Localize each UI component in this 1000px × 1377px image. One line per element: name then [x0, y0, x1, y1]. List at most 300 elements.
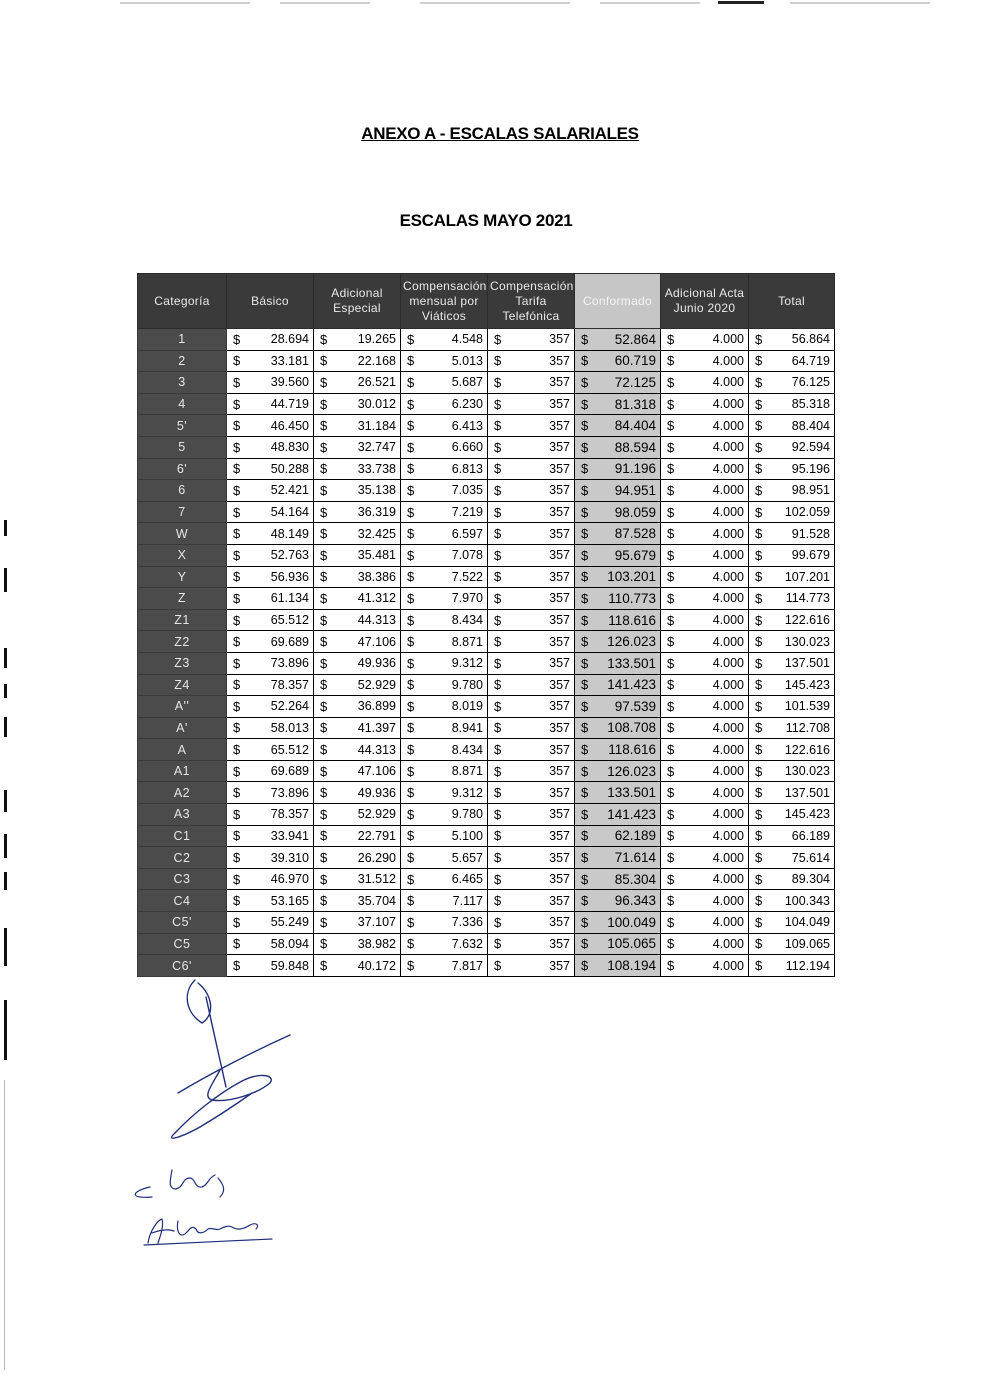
cell-value: 357 — [549, 893, 570, 908]
table-row — [138, 933, 835, 955]
cell-adicional-especial — [314, 631, 401, 653]
currency-symbol: $ — [320, 828, 328, 844]
cell-tarifa-telefonica — [488, 760, 575, 782]
cell-value: 357 — [549, 548, 570, 563]
table-row — [138, 760, 835, 782]
cell-categoria: A' — [138, 717, 227, 739]
cell-value: 4.000 — [712, 785, 744, 800]
currency-symbol: $ — [581, 958, 589, 974]
cell-conformado — [575, 609, 661, 631]
table-row — [138, 350, 835, 372]
cell-value: 32.425 — [357, 526, 396, 541]
table-row — [138, 480, 835, 502]
currency-symbol: $ — [233, 806, 241, 822]
cell-value: 49.936 — [357, 785, 396, 800]
currency-symbol: $ — [755, 742, 763, 758]
currency-symbol: $ — [320, 763, 328, 779]
currency-symbol: $ — [581, 763, 589, 779]
cell-value: 81.318 — [614, 396, 656, 412]
cell-conformado — [575, 955, 661, 977]
cell-viaticos — [401, 393, 488, 415]
cell-tarifa-telefonica — [488, 955, 575, 977]
table-row — [138, 674, 835, 696]
cell-value: 100.049 — [607, 914, 656, 930]
cell-total — [749, 760, 835, 782]
cell-value: 7.632 — [451, 936, 483, 951]
currency-symbol: $ — [755, 418, 763, 434]
cell-total — [749, 329, 835, 351]
cell-categoria: A'' — [138, 696, 227, 718]
salary-scale-table — [137, 273, 835, 977]
cell-adicional-especial — [314, 544, 401, 566]
cell-adicional-especial — [314, 588, 401, 610]
currency-symbol: $ — [581, 720, 589, 736]
cell-value: 141.423 — [607, 806, 656, 822]
cell-adicional-acta — [661, 566, 749, 588]
cell-adicional-acta — [661, 415, 749, 437]
cell-value: 109.065 — [784, 936, 830, 951]
currency-symbol: $ — [494, 374, 502, 390]
cell-basico — [227, 566, 314, 588]
cell-basico — [227, 458, 314, 480]
cell-value: 48.830 — [270, 440, 309, 455]
cell-basico — [227, 350, 314, 372]
header-viaticos: Compensación mensual por Viáticos — [401, 274, 488, 329]
cell-value: 357 — [549, 720, 570, 735]
cell-adicional-acta — [661, 739, 749, 761]
cell-value: 36.899 — [357, 699, 396, 714]
cell-categoria: A2 — [138, 782, 227, 804]
cell-adicional-acta — [661, 825, 749, 847]
cell-adicional-acta — [661, 782, 749, 804]
currency-symbol: $ — [581, 331, 589, 347]
cell-tarifa-telefonica — [488, 890, 575, 912]
currency-symbol: $ — [407, 590, 415, 606]
header-tarifa-telefonica: Compensación Tarifa Telefónica — [488, 274, 575, 329]
currency-symbol: $ — [233, 396, 241, 412]
cell-value: 94.951 — [614, 482, 656, 498]
currency-symbol: $ — [667, 569, 675, 585]
cell-value: 112.194 — [785, 958, 830, 973]
cell-adicional-acta — [661, 458, 749, 480]
cell-tarifa-telefonica — [488, 804, 575, 826]
cell-adicional-especial — [314, 933, 401, 955]
currency-symbol: $ — [407, 612, 415, 628]
cell-viaticos — [401, 631, 488, 653]
cell-adicional-acta — [661, 804, 749, 826]
cell-value: 357 — [549, 785, 570, 800]
currency-symbol: $ — [667, 547, 675, 563]
currency-symbol: $ — [407, 655, 415, 671]
cell-adicional-acta — [661, 393, 749, 415]
currency-symbol: $ — [581, 374, 589, 390]
cell-basico — [227, 933, 314, 955]
currency-symbol: $ — [755, 806, 763, 822]
cell-tarifa-telefonica — [488, 847, 575, 869]
cell-conformado — [575, 825, 661, 847]
cell-value: 357 — [549, 375, 570, 390]
currency-symbol: $ — [494, 720, 502, 736]
currency-symbol: $ — [755, 720, 763, 736]
cell-viaticos — [401, 329, 488, 351]
currency-symbol: $ — [755, 504, 763, 520]
currency-symbol: $ — [581, 936, 589, 952]
currency-symbol: $ — [494, 418, 502, 434]
cell-value: 4.000 — [712, 397, 744, 412]
cell-value: 357 — [549, 677, 570, 692]
cell-viaticos — [401, 480, 488, 502]
cell-value: 8.871 — [451, 634, 483, 649]
cell-adicional-especial — [314, 825, 401, 847]
cell-viaticos — [401, 609, 488, 631]
currency-symbol: $ — [233, 893, 241, 909]
cell-value: 357 — [549, 569, 570, 584]
cell-value: 22.168 — [357, 353, 396, 368]
cell-value: 357 — [549, 397, 570, 412]
cell-viaticos — [401, 955, 488, 977]
cell-viaticos — [401, 696, 488, 718]
cell-value: 130.023 — [784, 634, 830, 649]
cell-value: 5.100 — [451, 828, 483, 843]
cell-total — [749, 868, 835, 890]
currency-symbol: $ — [581, 634, 589, 650]
cell-basico — [227, 652, 314, 674]
table-row — [138, 458, 835, 480]
cell-conformado — [575, 544, 661, 566]
currency-symbol: $ — [581, 871, 589, 887]
cell-tarifa-telefonica — [488, 436, 575, 458]
cell-value: 118.616 — [608, 742, 656, 758]
currency-symbol: $ — [407, 698, 415, 714]
cell-conformado — [575, 674, 661, 696]
cell-conformado — [575, 717, 661, 739]
cell-categoria: 7 — [138, 501, 227, 523]
cell-basico — [227, 609, 314, 631]
table-row — [138, 717, 835, 739]
cell-total — [749, 674, 835, 696]
cell-value: 357 — [549, 699, 570, 714]
table-row — [138, 588, 835, 610]
cell-value: 7.522 — [451, 569, 483, 584]
cell-adicional-especial — [314, 717, 401, 739]
currency-symbol: $ — [407, 418, 415, 434]
currency-symbol: $ — [667, 958, 675, 974]
cell-categoria: A — [138, 739, 227, 761]
currency-symbol: $ — [233, 742, 241, 758]
cell-conformado — [575, 566, 661, 588]
currency-symbol: $ — [581, 677, 589, 693]
cell-value: 66.189 — [791, 828, 830, 843]
cell-value: 126.023 — [607, 634, 656, 650]
cell-value: 4.000 — [712, 720, 744, 735]
currency-symbol: $ — [320, 655, 328, 671]
cell-categoria: A3 — [138, 804, 227, 826]
currency-symbol: $ — [407, 461, 415, 477]
currency-symbol: $ — [233, 526, 241, 542]
cell-categoria: 3 — [138, 372, 227, 394]
currency-symbol: $ — [667, 655, 675, 671]
cell-value: 4.548 — [451, 332, 483, 347]
cell-value: 357 — [549, 613, 570, 628]
cell-tarifa-telefonica — [488, 588, 575, 610]
cell-tarifa-telefonica — [488, 609, 575, 631]
cell-adicional-acta — [661, 501, 749, 523]
currency-symbol: $ — [407, 396, 415, 412]
cell-total — [749, 458, 835, 480]
cell-value: 59.848 — [270, 958, 309, 973]
currency-symbol: $ — [667, 634, 675, 650]
cell-value: 9.312 — [451, 656, 483, 671]
currency-symbol: $ — [494, 590, 502, 606]
currency-symbol: $ — [233, 785, 241, 801]
table-row — [138, 696, 835, 718]
currency-symbol: $ — [233, 353, 241, 369]
cell-viaticos — [401, 652, 488, 674]
currency-symbol: $ — [755, 936, 763, 952]
cell-value: 50.288 — [270, 461, 309, 476]
cell-value: 104.049 — [784, 915, 830, 930]
cell-value: 8.434 — [451, 613, 483, 628]
scan-top-marks — [0, 0, 1000, 8]
table-body — [138, 329, 835, 977]
currency-symbol: $ — [581, 590, 589, 606]
cell-value: 9.780 — [451, 807, 483, 822]
cell-tarifa-telefonica — [488, 501, 575, 523]
cell-value: 52.864 — [614, 331, 656, 347]
currency-symbol: $ — [581, 828, 589, 844]
cell-value: 357 — [549, 872, 570, 887]
currency-symbol: $ — [581, 504, 589, 520]
cell-value: 98.059 — [614, 504, 656, 520]
cell-value: 357 — [549, 526, 570, 541]
currency-symbol: $ — [320, 418, 328, 434]
cell-value: 99.679 — [791, 548, 830, 563]
currency-symbol: $ — [320, 547, 328, 563]
cell-categoria: X — [138, 544, 227, 566]
cell-value: 110.773 — [608, 590, 656, 606]
cell-adicional-acta — [661, 912, 749, 934]
cell-viaticos — [401, 501, 488, 523]
cell-viaticos — [401, 458, 488, 480]
cell-adicional-especial — [314, 480, 401, 502]
cell-value: 6.813 — [451, 461, 483, 476]
cell-value: 44.313 — [357, 742, 396, 757]
cell-value: 48.149 — [270, 526, 309, 541]
currency-symbol: $ — [667, 526, 675, 542]
cell-value: 4.000 — [712, 850, 744, 865]
cell-value: 357 — [549, 742, 570, 757]
cell-value: 137.501 — [784, 656, 830, 671]
cell-total — [749, 350, 835, 372]
cell-value: 47.106 — [357, 634, 396, 649]
currency-symbol: $ — [494, 461, 502, 477]
cell-basico — [227, 480, 314, 502]
currency-symbol: $ — [581, 785, 589, 801]
currency-symbol: $ — [407, 871, 415, 887]
currency-symbol: $ — [755, 655, 763, 671]
cell-value: 107.201 — [784, 569, 830, 584]
cell-conformado — [575, 480, 661, 502]
currency-symbol: $ — [407, 828, 415, 844]
cell-basico — [227, 739, 314, 761]
currency-symbol: $ — [233, 374, 241, 390]
currency-symbol: $ — [407, 331, 415, 347]
cell-value: 357 — [549, 915, 570, 930]
cell-adicional-especial — [314, 804, 401, 826]
cell-tarifa-telefonica — [488, 544, 575, 566]
cell-value: 26.521 — [357, 375, 396, 390]
currency-symbol: $ — [667, 396, 675, 412]
cell-value: 76.125 — [791, 375, 830, 390]
currency-symbol: $ — [320, 331, 328, 347]
cell-total — [749, 415, 835, 437]
cell-value: 8.941 — [451, 720, 483, 735]
cell-value: 41.397 — [357, 720, 396, 735]
cell-value: 49.936 — [357, 656, 396, 671]
currency-symbol: $ — [233, 612, 241, 628]
cell-total — [749, 480, 835, 502]
cell-conformado — [575, 393, 661, 415]
cell-value: 357 — [549, 807, 570, 822]
cell-basico — [227, 544, 314, 566]
cell-value: 118.616 — [608, 612, 656, 628]
currency-symbol: $ — [233, 482, 241, 498]
header-basico: Básico — [227, 274, 314, 329]
cell-basico — [227, 868, 314, 890]
cell-value: 85.304 — [614, 871, 656, 887]
cell-adicional-acta — [661, 544, 749, 566]
currency-symbol: $ — [755, 526, 763, 542]
cell-value: 88.404 — [791, 418, 830, 433]
cell-tarifa-telefonica — [488, 674, 575, 696]
currency-symbol: $ — [494, 504, 502, 520]
currency-symbol: $ — [320, 590, 328, 606]
currency-symbol: $ — [494, 698, 502, 714]
cell-adicional-especial — [314, 696, 401, 718]
cell-adicional-especial — [314, 501, 401, 523]
currency-symbol: $ — [320, 439, 328, 455]
cell-value: 52.264 — [270, 699, 309, 714]
cell-conformado — [575, 782, 661, 804]
cell-basico — [227, 955, 314, 977]
cell-conformado — [575, 372, 661, 394]
cell-basico — [227, 372, 314, 394]
currency-symbol: $ — [755, 785, 763, 801]
cell-value: 7.970 — [451, 591, 483, 606]
cell-value: 88.594 — [614, 439, 656, 455]
table-row — [138, 847, 835, 869]
currency-symbol: $ — [755, 828, 763, 844]
cell-value: 95.679 — [614, 547, 656, 563]
currency-symbol: $ — [494, 893, 502, 909]
currency-symbol: $ — [755, 958, 763, 974]
cell-value: 137.501 — [784, 785, 830, 800]
cell-tarifa-telefonica — [488, 415, 575, 437]
cell-value: 4.000 — [712, 764, 744, 779]
cell-total — [749, 501, 835, 523]
cell-adicional-especial — [314, 372, 401, 394]
cell-adicional-acta — [661, 588, 749, 610]
cell-tarifa-telefonica — [488, 652, 575, 674]
cell-basico — [227, 696, 314, 718]
cell-adicional-especial — [314, 436, 401, 458]
signature-2 — [135, 1170, 223, 1197]
currency-symbol: $ — [407, 374, 415, 390]
table-row — [138, 415, 835, 437]
cell-total — [749, 847, 835, 869]
currency-symbol: $ — [233, 418, 241, 434]
cell-conformado — [575, 933, 661, 955]
cell-value: 46.970 — [270, 872, 309, 887]
cell-categoria: C1 — [138, 825, 227, 847]
cell-value: 44.313 — [357, 613, 396, 628]
currency-symbol: $ — [407, 958, 415, 974]
cell-total — [749, 523, 835, 545]
currency-symbol: $ — [494, 785, 502, 801]
cell-value: 357 — [549, 461, 570, 476]
cell-conformado — [575, 588, 661, 610]
cell-viaticos — [401, 415, 488, 437]
currency-symbol: $ — [755, 763, 763, 779]
table-row — [138, 782, 835, 804]
currency-symbol: $ — [667, 482, 675, 498]
cell-value: 52.763 — [270, 548, 309, 563]
cell-adicional-especial — [314, 458, 401, 480]
cell-adicional-especial — [314, 760, 401, 782]
cell-adicional-especial — [314, 415, 401, 437]
cell-value: 133.501 — [607, 785, 656, 801]
cell-basico — [227, 631, 314, 653]
currency-symbol: $ — [320, 958, 328, 974]
cell-value: 130.023 — [784, 764, 830, 779]
currency-symbol: $ — [581, 418, 589, 434]
cell-value: 39.560 — [270, 375, 309, 390]
cell-adicional-especial — [314, 739, 401, 761]
cell-value: 357 — [549, 850, 570, 865]
currency-symbol: $ — [667, 698, 675, 714]
currency-symbol: $ — [755, 439, 763, 455]
currency-symbol: $ — [407, 439, 415, 455]
cell-value: 108.708 — [607, 720, 656, 736]
cell-value: 357 — [549, 828, 570, 843]
currency-symbol: $ — [494, 742, 502, 758]
cell-value: 114.773 — [785, 591, 830, 606]
cell-tarifa-telefonica — [488, 933, 575, 955]
currency-symbol: $ — [320, 482, 328, 498]
cell-value: 357 — [549, 958, 570, 973]
cell-total — [749, 436, 835, 458]
header-adicional-especial: Adicional Especial — [314, 274, 401, 329]
cell-adicional-especial — [314, 566, 401, 588]
cell-categoria: W — [138, 523, 227, 545]
cell-total — [749, 566, 835, 588]
cell-value: 75.614 — [791, 850, 830, 865]
cell-value: 62.189 — [614, 828, 656, 844]
cell-adicional-especial — [314, 955, 401, 977]
currency-symbol: $ — [407, 720, 415, 736]
cell-total — [749, 544, 835, 566]
cell-tarifa-telefonica — [488, 393, 575, 415]
cell-total — [749, 739, 835, 761]
cell-value: 4.000 — [712, 613, 744, 628]
currency-symbol: $ — [581, 569, 589, 585]
cell-value: 31.184 — [357, 418, 396, 433]
cell-categoria: C3 — [138, 868, 227, 890]
cell-conformado — [575, 760, 661, 782]
cell-value: 4.000 — [712, 958, 744, 973]
cell-conformado — [575, 696, 661, 718]
cell-value: 47.106 — [357, 764, 396, 779]
